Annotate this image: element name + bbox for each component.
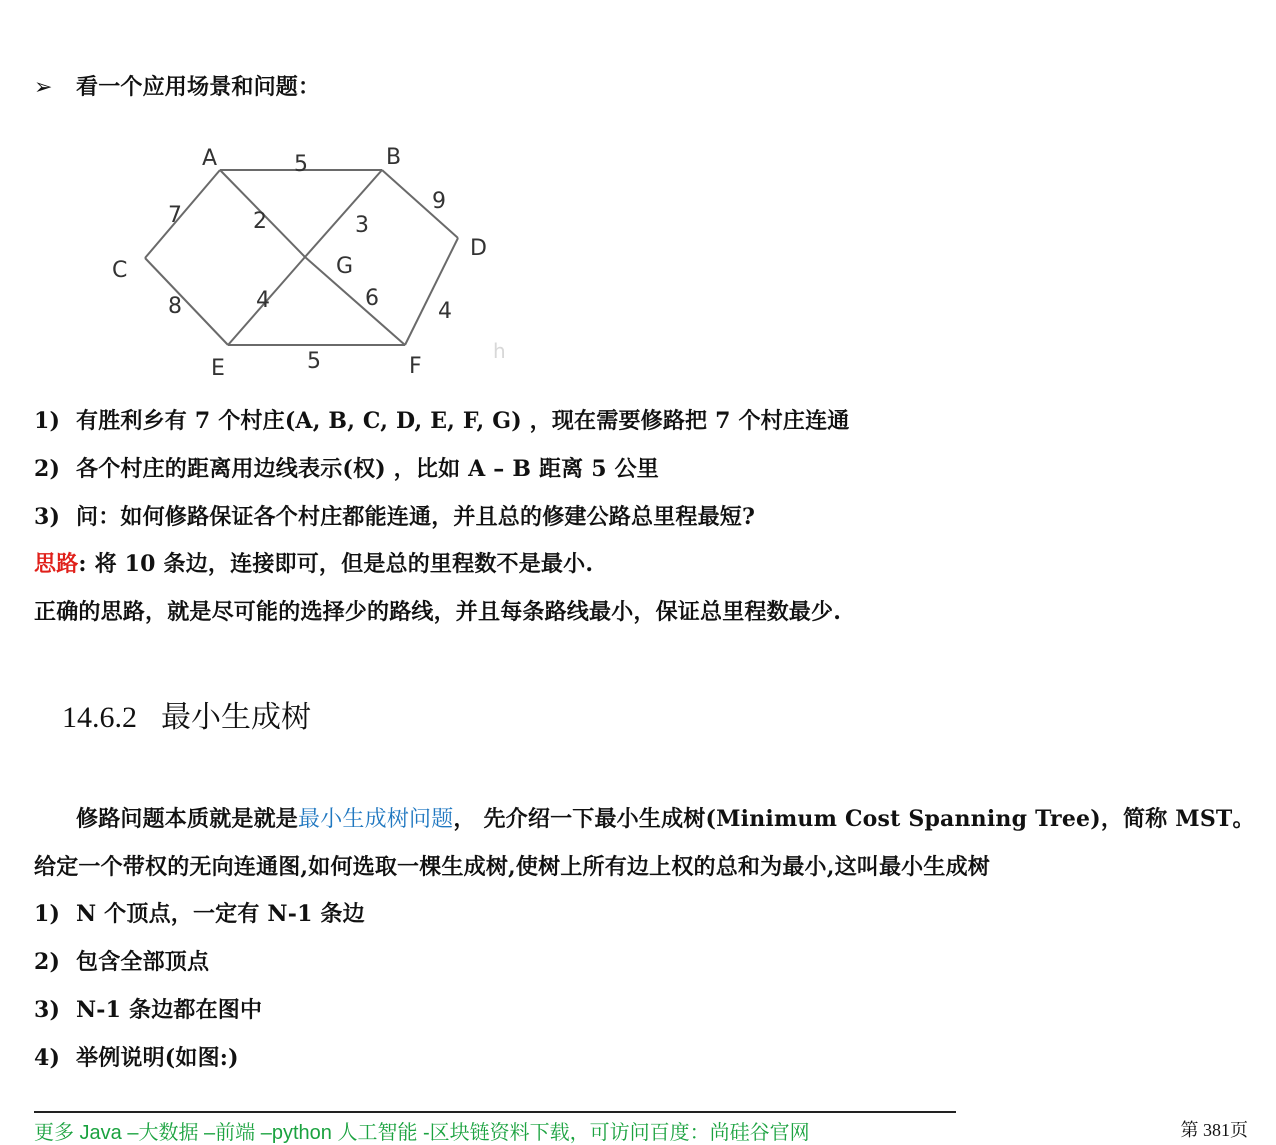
property-number: 4) (34, 1045, 61, 1071)
problem-item (34, 452, 659, 483)
mst-intro-line (76, 802, 1255, 833)
graph-edge-d-f (405, 238, 458, 345)
problem-text: 问：如何修路保证各个村庄都能连通，并且总的修建公路总里程最短? (76, 504, 756, 530)
graph-node-label-a: A (202, 146, 218, 171)
property-number: 1) (34, 901, 61, 927)
graph-watermark: h (493, 339, 506, 363)
section-heading (62, 692, 311, 736)
graph-node-label-g: G (336, 254, 354, 279)
intro-line (34, 70, 320, 101)
property-text: N-1 条边都在图中 (76, 997, 263, 1023)
graph-node-label-f: F (409, 354, 422, 379)
edge-weight-label: 2 (253, 209, 267, 234)
property-item (34, 897, 365, 928)
property-item (34, 945, 209, 976)
problem-number: 2) (34, 456, 61, 482)
mst-problem-link[interactable]: 最小生成树问题 (298, 807, 454, 832)
edge-weight-label: 3 (355, 213, 369, 238)
graph-edge-a-c (145, 170, 220, 258)
problem-text: 有胜利乡有 7 个村庄(A, B, C, D, E, F, G) ，现在需要修路把 7 个村庄连通 (76, 408, 850, 434)
arrow-bullet-icon: ➢ (34, 75, 53, 100)
edge-weight-label: 9 (432, 189, 446, 214)
problem-text: 各个村庄的距离用边线表示(权) ，比如 A – B 距离 5 公里 (76, 456, 660, 482)
property-number: 3) (34, 997, 61, 1023)
mst-intro-suffix: ， 先介绍一下最小生成树(Minimum Cost Spanning Tree)，简称 MST。 (453, 806, 1255, 832)
edge-weight-label: 4 (438, 299, 452, 324)
graph-node-label-d: D (470, 236, 487, 261)
village-graph-figure (90, 130, 510, 380)
graph-node-label-b: B (386, 145, 402, 170)
property-text: 包含全部顶点 (76, 949, 210, 975)
intro-text: 看一个应用场景和问题： (76, 74, 321, 100)
problem-number: 3) (34, 504, 61, 530)
footer-divider (34, 1111, 956, 1113)
graph-node-label-c: C (112, 258, 128, 283)
section-title: 最小生成树 (161, 700, 311, 735)
correct-idea-line: 正确的思路，就是尽可能的选择少的路线，并且每条路线最小，保证总里程数最少. (34, 599, 842, 625)
graph-edge-g-f (305, 257, 405, 345)
problem-item (34, 404, 850, 435)
property-text: 举例说明(如图:) (76, 1045, 239, 1071)
problem-number: 1) (34, 408, 61, 434)
graph-node-label-e: E (211, 356, 225, 380)
property-text: N 个顶点，一定有 N-1 条边 (76, 901, 365, 927)
property-item (34, 993, 262, 1024)
graph-edge-b-g (305, 170, 382, 257)
edge-weight-label: 5 (307, 349, 321, 374)
graph-edge-b-d (382, 170, 458, 238)
edge-weight-label: 8 (168, 294, 182, 319)
edge-weight-label: 5 (294, 152, 308, 177)
property-item (34, 1041, 239, 1072)
property-number: 2) (34, 949, 61, 975)
mst-intro-prefix: 修路问题本质就是就是 (76, 806, 299, 832)
definition-line: 给定一个带权的无向连通图,如何选取一棵生成树,使树上所有边上权的总和为最小,这叫最小生成树 (34, 854, 990, 880)
footer-link-text[interactable]: 更多 Java –大数据 –前端 –python 人工智能 -区块链资料下载，可访问百度：尚硅谷官网 (34, 1122, 810, 1144)
idea-label: 思路 (34, 551, 79, 577)
edge-weight-label: 7 (168, 203, 182, 228)
idea-line (34, 547, 593, 578)
section-number: 14.6.2 (62, 701, 137, 734)
edge-weight-label: 6 (365, 286, 379, 311)
problem-item (34, 500, 755, 531)
idea-text: : 将 10 条边，连接即可，但是总的里程数不是最小. (78, 551, 594, 577)
edge-weight-label: 4 (256, 288, 270, 313)
graph-edge-c-e (145, 258, 228, 345)
page-number: 第 381页 (1180, 1120, 1248, 1140)
